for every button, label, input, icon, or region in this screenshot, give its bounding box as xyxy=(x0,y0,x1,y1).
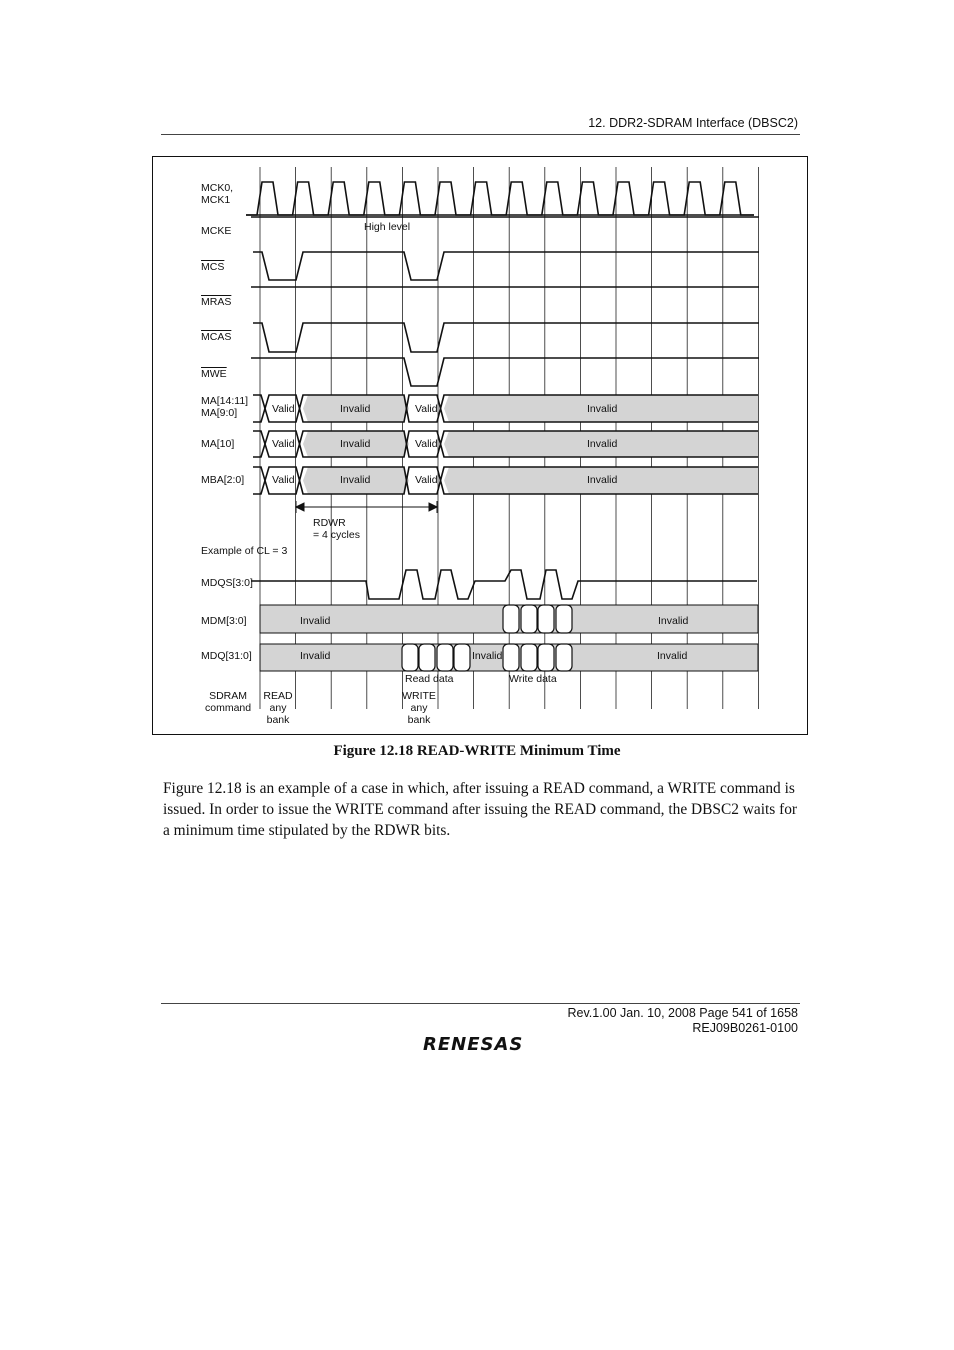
signal-label-mdm: MDM[3:0] xyxy=(201,615,247,627)
high-level-note: High level xyxy=(364,221,411,233)
mdm-write-mask-slot xyxy=(521,605,537,633)
signal-label-mcas: MCAS xyxy=(201,331,232,343)
write-command-label: WRITE any bank xyxy=(402,690,436,726)
bus-valid-label: Valid xyxy=(415,474,438,486)
bus-invalid-label: Invalid xyxy=(658,615,689,627)
bus-invalid-label: Invalid xyxy=(587,474,618,486)
bus-invalid-label: Invalid xyxy=(340,438,371,450)
read-command-label: READ any bank xyxy=(263,690,293,726)
footer-doc-code: REJ09B0261-0100 xyxy=(692,1021,798,1035)
mwe-waveform xyxy=(251,358,759,386)
mcas-waveform xyxy=(253,323,759,352)
bus-invalid-label: Invalid xyxy=(300,615,331,627)
cl-example-label: Example of CL = 3 xyxy=(201,545,288,557)
bus-invalid-label: Invalid xyxy=(587,438,618,450)
mdqs-waveform xyxy=(251,570,757,599)
mdm-write-mask-slot xyxy=(556,605,572,633)
signal-label-mdq: MDQ[31:0] xyxy=(201,650,252,662)
signal-label-mcs: $\overline{MCS}$ xyxy=(201,261,225,273)
footer-rule xyxy=(161,1003,800,1004)
bus-valid-label: Valid xyxy=(415,403,438,415)
figure-caption: Figure 12.18 READ-WRITE Minimum Time xyxy=(333,743,621,759)
timing-diagram xyxy=(152,156,808,735)
rdwr-interval-label: RDWR = 4 cycles xyxy=(313,517,360,541)
bus-invalid-label: Invalid xyxy=(300,650,331,662)
signal-label-mwe: $\overline{MWE}$ xyxy=(201,368,227,380)
signal-label-ma-high: MA[14:11] MA[9:0] xyxy=(201,395,249,419)
signal-label-mras: MRAS xyxy=(201,296,232,308)
renesas-logo: RENESAS xyxy=(423,1034,524,1055)
mdq-read-data-slot xyxy=(402,644,418,671)
bus-valid-label: Valid xyxy=(415,438,438,450)
rdwr-arrowhead-right xyxy=(429,503,437,511)
signal-label-mba: MBA[2:0] xyxy=(201,474,245,486)
mdq-write-data-slot xyxy=(503,644,519,671)
signal-label-sdram-command: SDRAM command xyxy=(205,690,252,714)
mdq-read-data-slot xyxy=(437,644,453,671)
bus-invalid-label: Invalid xyxy=(340,403,371,415)
mdq-read-data-slot xyxy=(419,644,435,671)
mdq-write-data-slot xyxy=(556,644,572,671)
signal-label-ma10: MA[10] xyxy=(201,438,235,450)
footer-revision: Rev.1.00 Jan. 10, 2008 Page 541 of 1658 xyxy=(567,1006,798,1020)
body-paragraph xyxy=(163,778,803,841)
body-text: Figure 12.18 is an example of a case in which, after issuing a READ command, a WRITE command is issued. In order to issue the WRITE command after issuing the READ command, the DBSC2 waits for a minimum time stipulated by the RDWR bits. xyxy=(163,780,798,839)
mdq-read-data-slot xyxy=(454,644,470,671)
bus-valid-label: Valid xyxy=(272,403,295,415)
header-rule xyxy=(161,134,800,135)
bus-invalid-label: Invalid xyxy=(657,650,688,662)
running-header: 12. DDR2-SDRAM Interface (DBSC2) xyxy=(588,116,798,130)
signal-label-mcke: MCKE xyxy=(201,225,232,237)
mdq-write-data-slot xyxy=(521,644,537,671)
mdm-write-mask-slot xyxy=(503,605,519,633)
bus-valid-label: Valid xyxy=(272,438,295,450)
bus-invalid-label: Invalid xyxy=(587,403,618,415)
mcs-waveform xyxy=(253,252,759,280)
bus-invalid-label: Invalid xyxy=(472,650,503,662)
mdq-write-data-slot xyxy=(538,644,554,671)
mdm-write-mask-slot xyxy=(538,605,554,633)
rdwr-arrowhead-left xyxy=(296,503,304,511)
signal-label-mck: MCK0, MCK1 xyxy=(201,182,234,206)
bus-invalid-label: Invalid xyxy=(340,474,371,486)
write-data-label: Write data xyxy=(509,673,557,685)
read-data-label: Read data xyxy=(405,673,454,685)
signal-label-mdqs: MDQS[3:0] xyxy=(201,577,253,589)
mck-waveform xyxy=(246,182,754,215)
bus-valid-label: Valid xyxy=(272,474,295,486)
